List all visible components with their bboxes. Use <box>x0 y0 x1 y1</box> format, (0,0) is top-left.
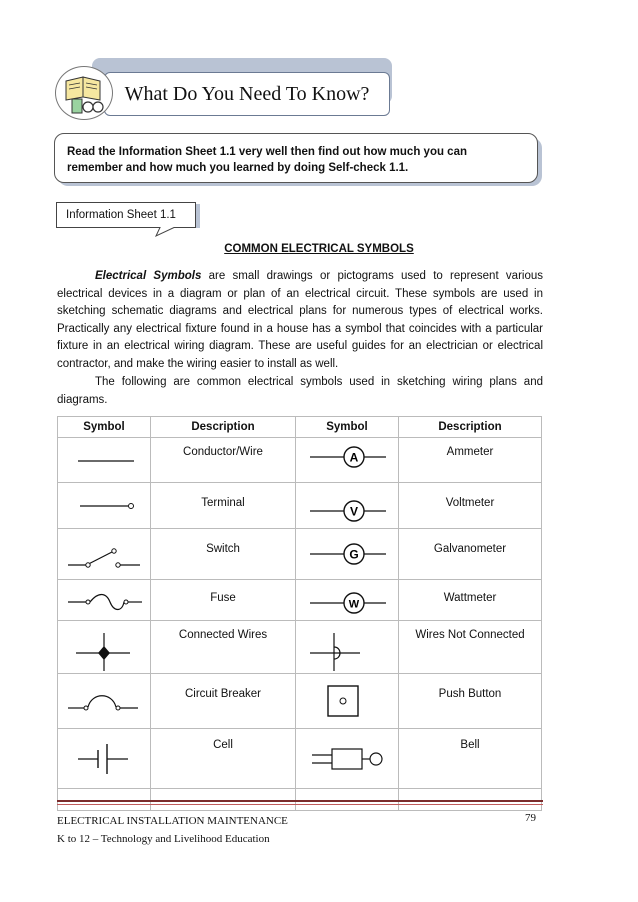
wires-not-connected-symbol <box>296 621 399 674</box>
table-row <box>58 483 542 529</box>
page-number: 79 <box>525 812 536 824</box>
table-row <box>58 621 542 674</box>
wattmeter-letter: W <box>348 598 360 611</box>
ammeter-label: Ammeter <box>446 446 494 458</box>
instruction-line-2: remember and how much you learned by doing Self-check 1.1. <box>67 162 409 174</box>
table-row <box>58 438 542 483</box>
table-cell <box>399 729 542 789</box>
voltmeter-symbol <box>296 483 399 529</box>
wattmeter-symbol <box>296 580 399 621</box>
symbols-table <box>57 416 542 811</box>
galvanometer-label: Galvanometer <box>433 543 507 555</box>
footer-text <box>57 812 288 848</box>
table-cell <box>399 483 542 529</box>
ammeter-letter: A <box>349 450 359 465</box>
table-cell <box>151 580 296 621</box>
wattmeter-label: Wattmeter <box>443 592 497 604</box>
switch-symbol <box>58 529 151 580</box>
instruction-line-1: Read the Information Sheet 1.1 very well then find out how much you can <box>67 146 468 158</box>
connected-wires-label: Connected Wires <box>178 629 268 641</box>
table-cell <box>151 529 296 580</box>
table-cell <box>399 674 542 729</box>
table-cell <box>151 674 296 729</box>
voltmeter-letter: V <box>349 504 359 519</box>
intro-lead: Electrical Symbols <box>95 270 202 282</box>
intro-body: are small drawings or pictograms used to represent various electrical devices in a diagram or plan of an electrical circuit. These symbols are used in sketching schematic diagrams and electrical plans for numerous types of electrical works. Practically any electrical fixture found in a house has a symbol that coincides with a particular fixture in an electrical wiring diagram. These are useful guides for an electrician or electrical contractor, and make the wiring easier to install as well. <box>57 270 543 370</box>
table-row <box>58 529 542 580</box>
instruction-text <box>67 144 527 176</box>
connected-wires-symbol <box>58 621 151 674</box>
switch-label: Switch <box>206 543 240 555</box>
page-title: What Do You Need To Know? <box>124 82 370 105</box>
instruction-box <box>54 133 538 183</box>
table-cell <box>151 621 296 674</box>
table-row <box>58 580 542 621</box>
table-cell <box>151 483 296 529</box>
book-reading-icon <box>55 66 113 120</box>
header-banner <box>104 72 390 116</box>
table-cell <box>399 621 542 674</box>
wires-not-connected-label: Wires Not Connected <box>415 629 525 641</box>
bell-symbol <box>296 729 399 789</box>
table-header-row <box>58 417 542 438</box>
push-button-label: Push Button <box>438 688 502 700</box>
header-description-2: Description <box>399 417 542 438</box>
table-cell <box>151 729 296 789</box>
fuse-symbol <box>58 580 151 621</box>
header-description-1: Description <box>151 417 296 438</box>
table-cell <box>399 438 542 483</box>
table-intro-paragraph: The following are common electrical symbols used in sketching wiring plans and diagrams. <box>57 376 543 406</box>
conductor-wire-symbol <box>58 438 151 483</box>
footer-divider-thin <box>57 804 543 805</box>
terminal-label: Terminal <box>201 497 245 509</box>
terminal-symbol <box>58 483 151 529</box>
push-button-symbol <box>296 674 399 729</box>
bell-label: Bell <box>460 739 480 751</box>
section-title: COMMON ELECTRICAL SYMBOLS <box>224 243 414 255</box>
table-cell <box>399 580 542 621</box>
info-sheet-tab <box>56 202 196 228</box>
cell-symbol <box>58 729 151 789</box>
circuit-breaker-symbol <box>58 674 151 729</box>
galvanometer-symbol <box>296 529 399 580</box>
table-cell <box>151 438 296 483</box>
intro-paragraph <box>57 268 543 373</box>
ammeter-symbol <box>296 438 399 483</box>
footer-divider <box>57 800 543 802</box>
voltmeter-label: Voltmeter <box>445 497 495 509</box>
circuit-breaker-label: Circuit Breaker <box>184 688 262 700</box>
cell-label: Cell <box>213 739 233 751</box>
fuse-label: Fuse <box>210 592 236 604</box>
footer-course-title: ELECTRICAL INSTALLATION MAINTENANCE <box>57 815 288 827</box>
table-cell <box>399 529 542 580</box>
footer-subtitle: K to 12 – Technology and Livelihood Education <box>57 833 270 845</box>
header-symbol-2: Symbol <box>296 417 399 438</box>
table-row <box>58 674 542 729</box>
table-row <box>58 729 542 789</box>
conductor-wire-label: Conductor/Wire <box>183 446 263 458</box>
galvanometer-letter: G <box>349 547 359 562</box>
header-symbol-1: Symbol <box>58 417 151 438</box>
info-sheet-label: Information Sheet 1.1 <box>66 209 176 221</box>
